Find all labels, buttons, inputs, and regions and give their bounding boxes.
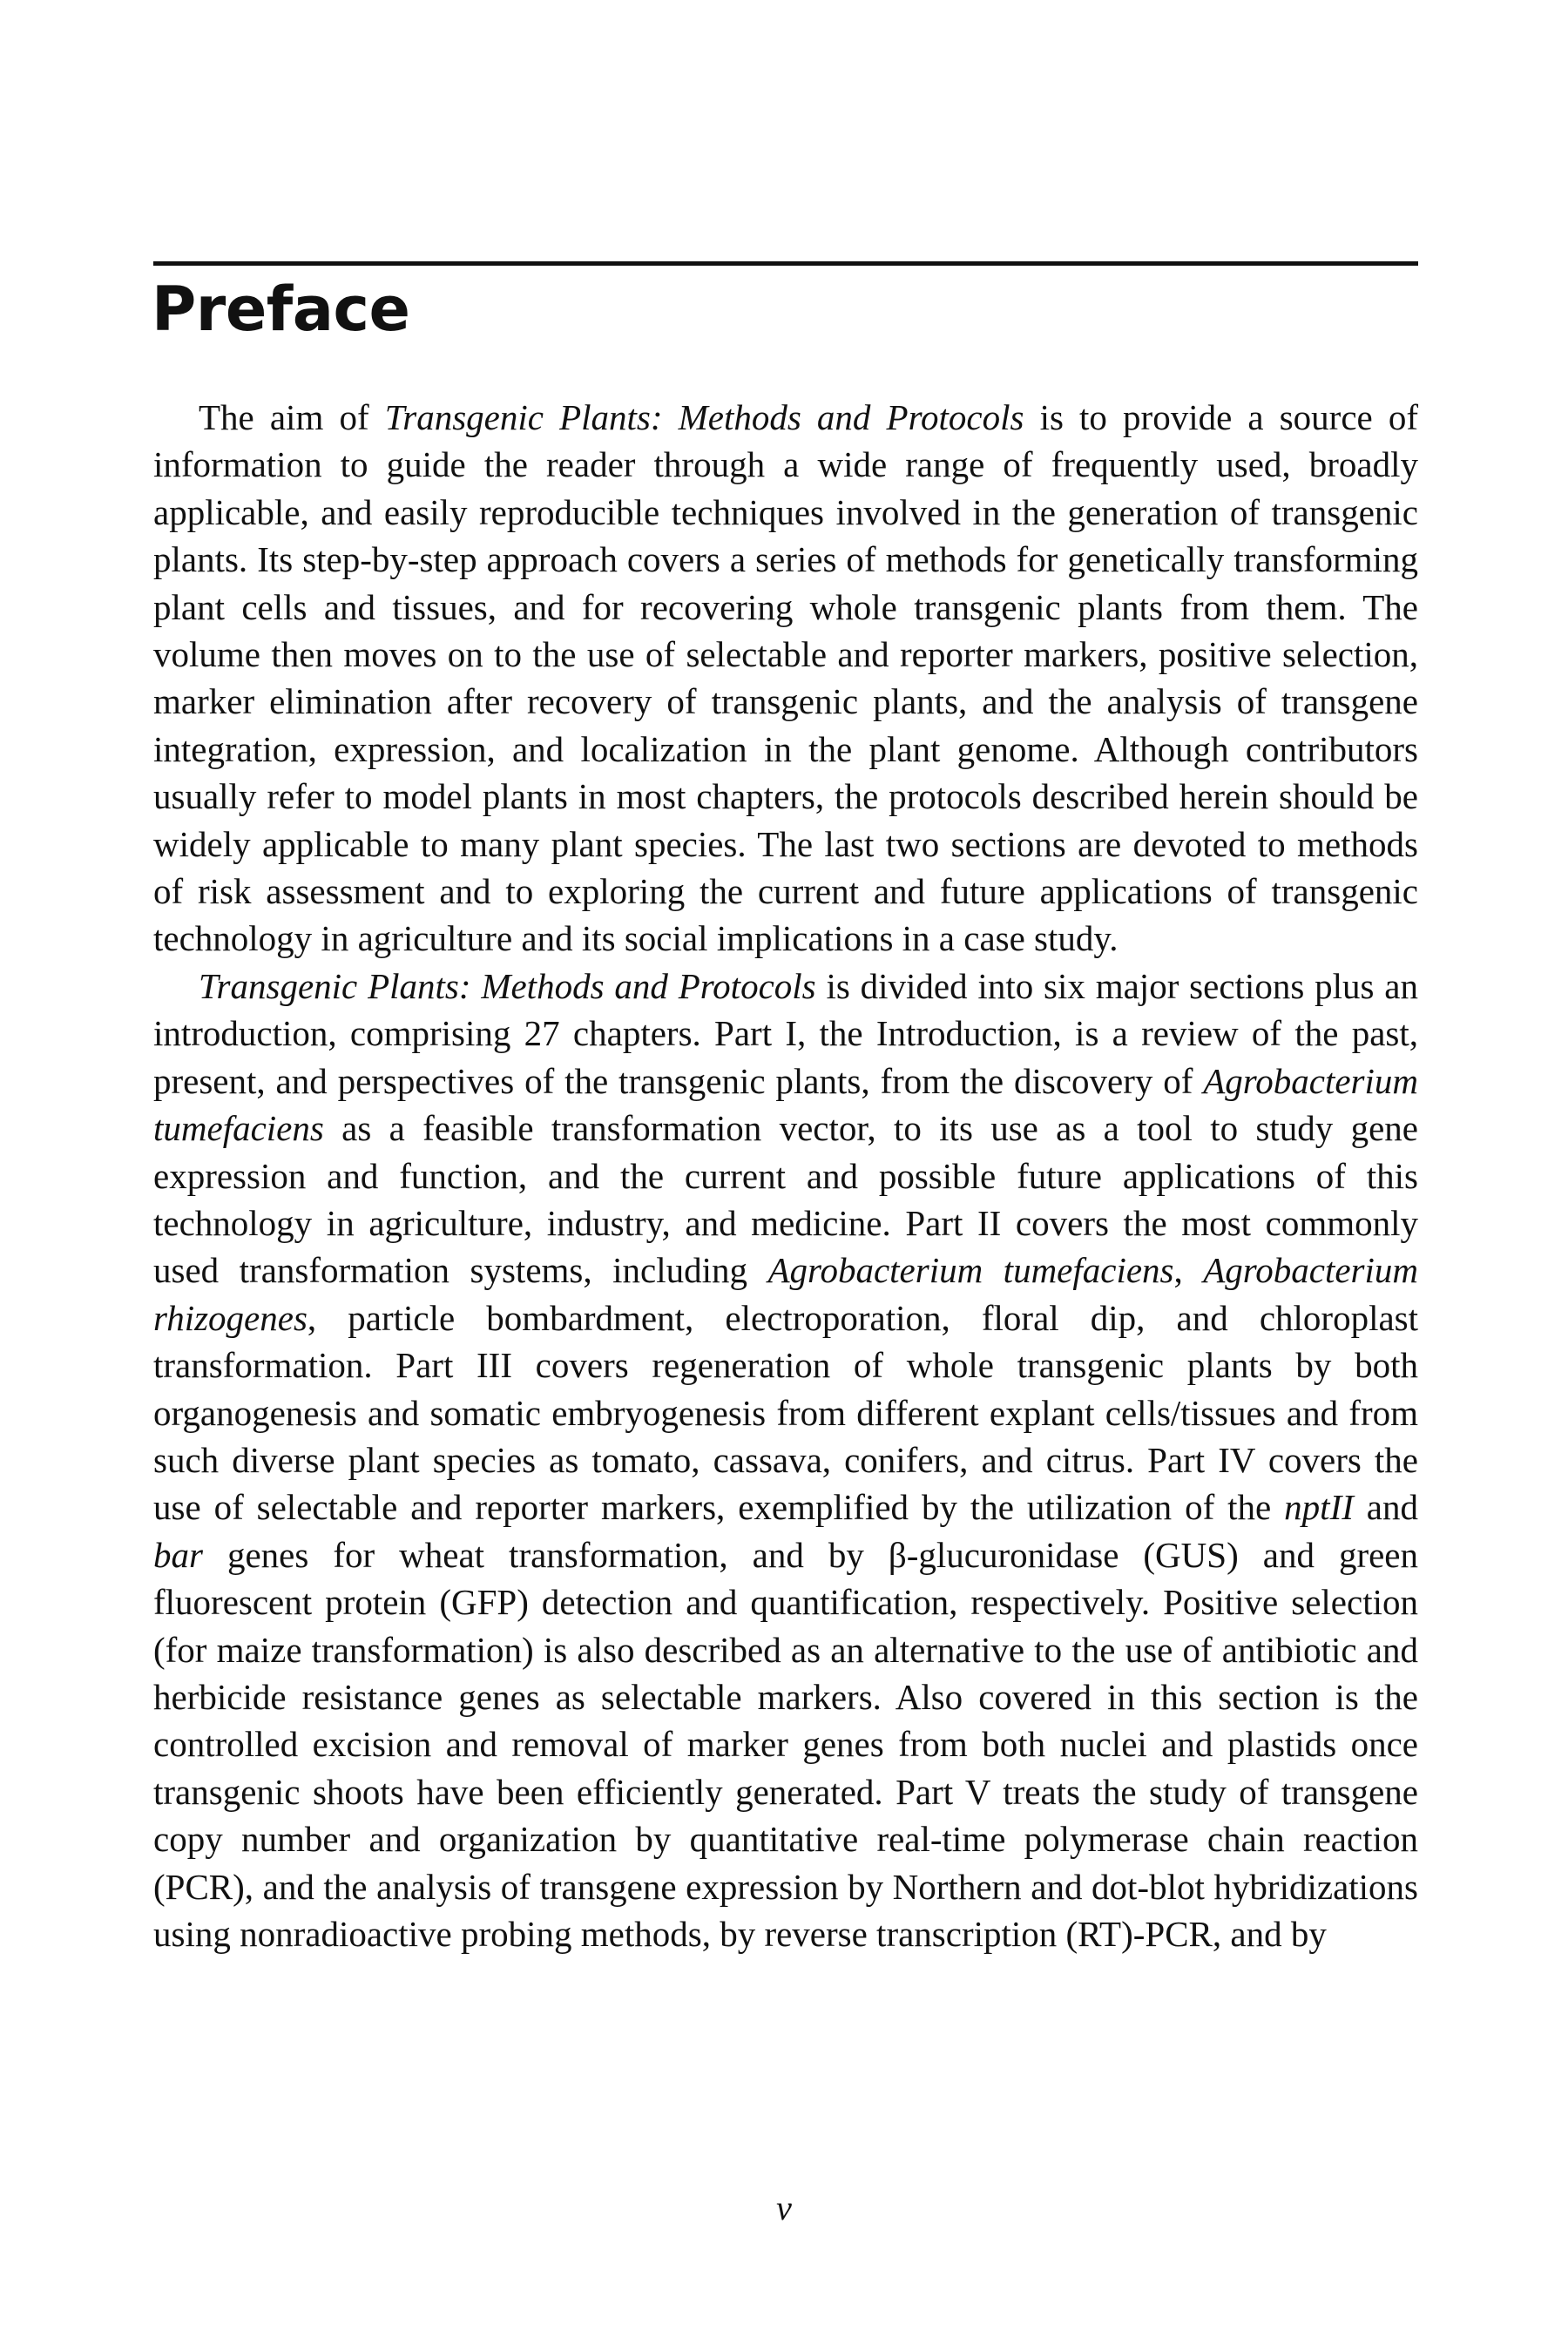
p2-text-3: , xyxy=(1173,1250,1204,1291)
paragraph-1 xyxy=(153,394,1418,963)
p2-text-4: , particle bombardment, electroporation, floral dip, and chloroplast transformation. Part III covers regeneration of whole transgenic plants by both organogenesis and somatic embryogenesis from different explant cells/tissues and from such diverse plant species as tomato, cassava, conifers, and citrus. Part IV covers the use of selectable and reporter markers, exemplified by the utilization of the xyxy=(153,1297,1418,1528)
p1-text-1: The aim of xyxy=(199,397,385,437)
p2-species-3: Agrobacterium rhizogenes xyxy=(153,1250,1418,1338)
p2-text-6: genes for wheat transformation, and by β-glucuronidase (GUS) and green fluorescent protein (GFP) detection and quantification, respectively. Positive selection (for maize transformation) is also described as an alternative to the use of antibiotic and herbicide resistance genes as selectable markers. Also covered in this section is the controlled excision and removal of marker genes from both nuclei and plastids once transgenic shoots have been efficiently generated. Part V treats the study of transgene copy number and organization by quantitative real-time polymerase chain reaction (PCR), and the analysis of transgene expression by Northern and dot-blot hybridizations using nonradioactive probing methods, by reverse transcription (RT)-PCR, and by xyxy=(153,1534,1418,1954)
p2-species-1: Agrobacterium tumefaciens xyxy=(153,1060,1418,1149)
p2-gene-bar: bar xyxy=(153,1534,203,1575)
p1-book-title: Transgenic Plants: Methods and Protocols xyxy=(384,397,1024,437)
p2-text-1: is divided into six major sections plus an introduction, comprising 27 chapters. Part I, the Introduction, is a review of the past, present, and perspectives of the transgenic plants, from the discovery of xyxy=(153,965,1418,1101)
p2-species-2: Agrobacterium tumefaciens xyxy=(767,1250,1174,1291)
p2-text-5: and xyxy=(1353,1487,1418,1528)
p2-text-2: as a feasible transformation vector, to its use as a tool to study gene expression and function, and the current and possible future applications of this technology in agriculture, industry, and medicine. Part II covers the most commonly used transformation systems, including xyxy=(153,1108,1418,1291)
p2-gene-nptii: nptII xyxy=(1284,1487,1354,1528)
preface-body xyxy=(153,394,1418,1957)
p2-book-title: Transgenic Plants: Methods and Protocols xyxy=(199,965,816,1006)
page-title: Preface xyxy=(152,274,410,345)
page-number: v xyxy=(776,2188,792,2227)
paragraph-2 xyxy=(153,963,1418,1958)
p1-text-2: is to provide a source of information to guide the reader through a wide range of frequently used, broadly applicable, and easily reproducible techniques involved in the generation of transgenic plants. Its step-by-step approach covers a series of methods for genetically transforming plant cells and tissues, and for recovering whole transgenic plants from them. The volume then moves on to the use of selectable and reporter markers, positive selection, marker elimination after recovery of transgenic plants, and the analysis of transgene integration, expression, and localization in the plant genome. Although contributors usually refer to model plants in most chapters, the protocols described herein should be widely applicable to many plant species. The last two sections are devoted to methods of risk assessment and to exploring the current and future applications of transgenic technology in agriculture and its social implications in a case study. xyxy=(153,397,1418,959)
